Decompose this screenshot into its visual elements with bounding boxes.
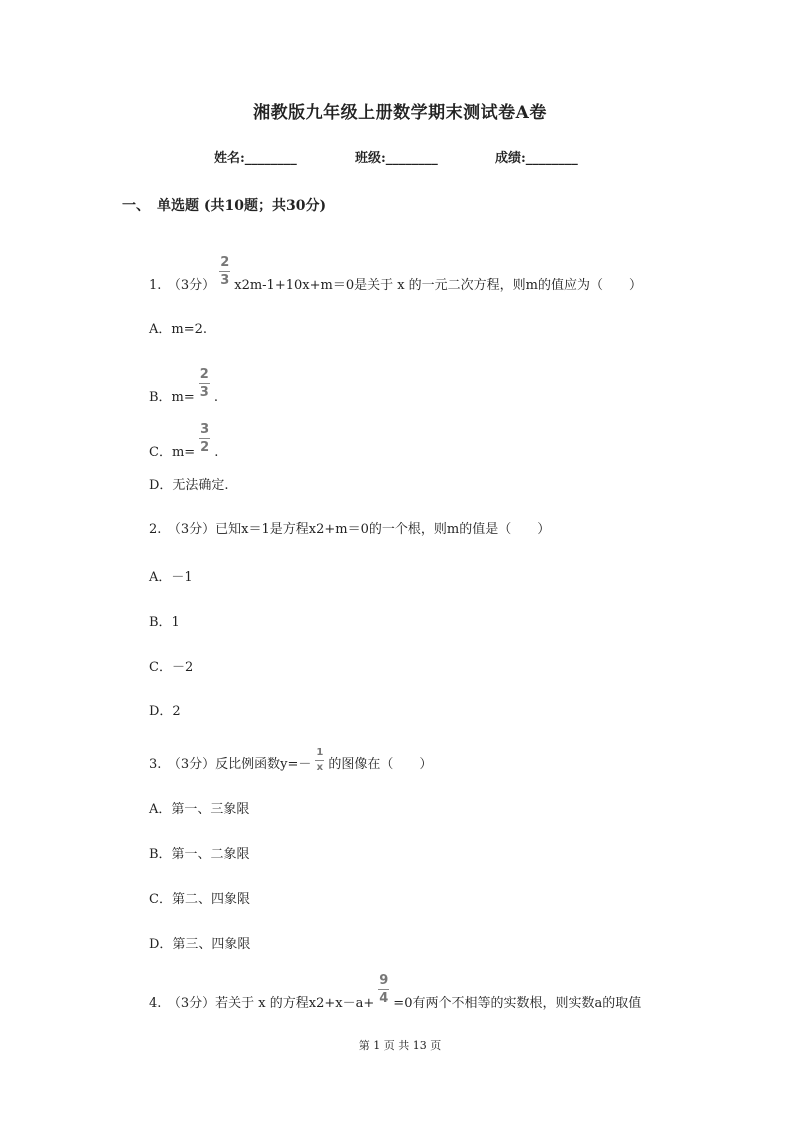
fraction-numerator: 9	[379, 973, 389, 988]
option-label: C．m=	[149, 445, 196, 460]
question-1	[149, 255, 643, 301]
question-2-option-c: C．－2	[149, 660, 194, 675]
question-3-fraction	[315, 748, 324, 773]
fraction-denominator: 3	[220, 273, 230, 288]
fraction-denominator: 3	[199, 385, 209, 400]
question-2-option-b: B．1	[149, 615, 180, 630]
fraction-numerator: 1	[315, 748, 324, 761]
fraction-numerator: 3	[200, 422, 210, 437]
fraction-numerator: 2	[199, 367, 209, 382]
class-field: 班级:________	[355, 151, 438, 166]
fraction-denominator: x	[316, 762, 324, 773]
option-label: B．m=	[149, 390, 195, 405]
question-4-prefix: 4. （3分）若关于 x 的方程x2+x－a+	[149, 996, 375, 1011]
option-c-fraction	[199, 423, 210, 454]
question-3-suffix: 的图像在（ ）	[328, 757, 433, 772]
option-after: .	[214, 445, 219, 460]
question-1-option-a: A．m=2.	[149, 322, 208, 337]
option-b-fraction	[199, 368, 210, 399]
question-2: 2. （3分）已知x＝1是方程x2+m＝0的一个根，则m的值是（ ）	[149, 522, 551, 537]
question-3	[149, 747, 433, 777]
question-3-prefix: 3. （3分）反比例函数y=－	[149, 757, 312, 772]
score-field: 成绩:________	[495, 151, 578, 166]
question-1-option-b	[149, 367, 218, 413]
question-4	[149, 973, 642, 1019]
fraction-numerator: 2	[220, 255, 230, 270]
question-4-fraction	[378, 974, 389, 1005]
name-field: 姓名:________	[214, 151, 297, 166]
question-3-option-a: A．第一、三象限	[149, 802, 250, 817]
section-heading: 一、 单选题 (共10题；共30分)	[122, 198, 327, 214]
fraction-denominator: 2	[200, 440, 210, 455]
fraction-denominator: 4	[379, 991, 389, 1006]
question-3-option-b: B．第一、二象限	[149, 847, 250, 862]
question-3-option-c: C．第二、四象限	[149, 892, 250, 907]
page-footer: 第 1 页 共 13 页	[358, 1039, 442, 1052]
question-2-option-a: A．－1	[149, 570, 193, 585]
question-4-suffix: =0有两个不相等的实数根，则实数a的取值	[393, 996, 642, 1011]
question-1-fraction	[219, 256, 230, 287]
option-after: .	[213, 390, 218, 405]
question-3-option-d: D．第三、四象限	[149, 937, 251, 952]
question-1-option-c	[149, 422, 219, 468]
question-2-option-d: D．2	[149, 704, 181, 719]
question-1-option-d: D．无法确定.	[149, 478, 229, 493]
question-1-suffix: x2m-1+10x+m＝0是关于 x 的一元二次方程，则m的值应为（ ）	[234, 278, 643, 293]
question-1-prefix: 1. （3分）	[149, 278, 216, 293]
page-title: 湘教版九年级上册数学期末测试卷A卷	[253, 103, 547, 123]
